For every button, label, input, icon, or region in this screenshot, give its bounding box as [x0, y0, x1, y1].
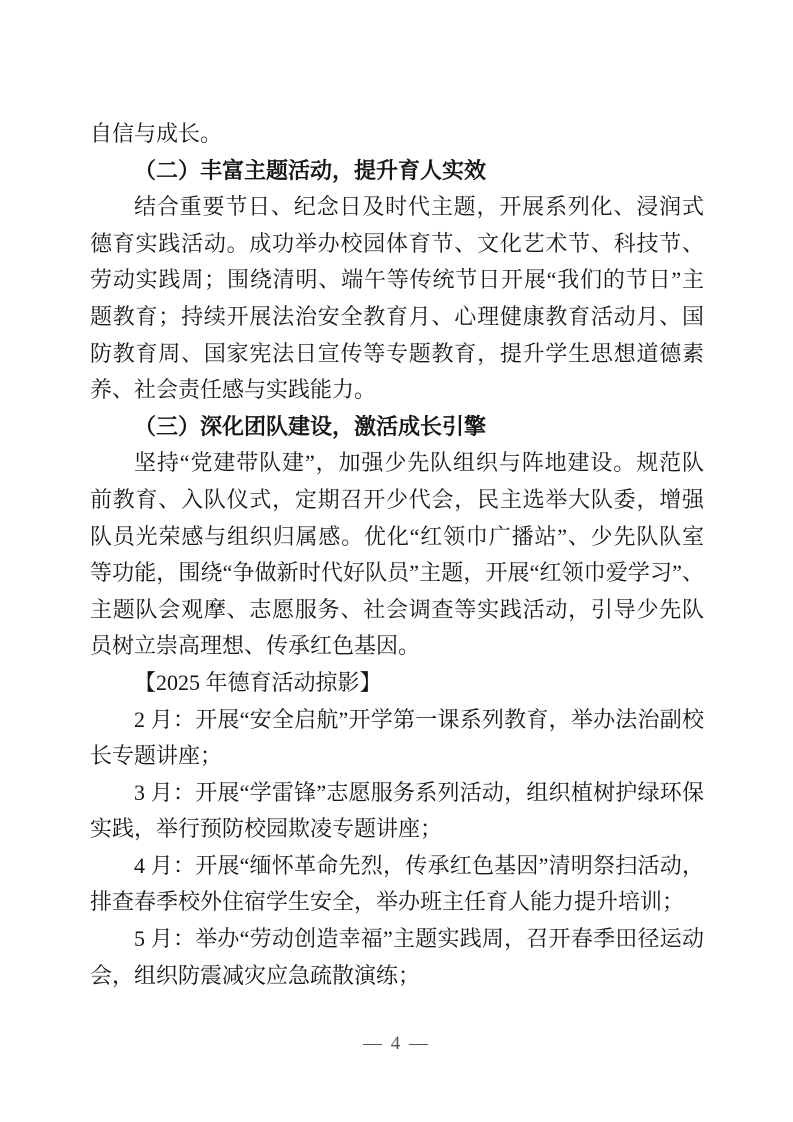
page-number: — 4 —: [363, 1033, 430, 1054]
text-line: 实践，举行预防校园欺凌专题讲座；: [90, 816, 443, 842]
text-line: （三）深化团队建设，激活成长引擎: [134, 413, 487, 439]
text-line: 员树立崇高理想、传承红色基因。: [90, 633, 421, 659]
text-line: 队员光荣感与组织归属感。优化“红领巾广播站”、少先队队室: [90, 523, 704, 549]
paragraph: [90, 445, 704, 665]
text-line: 3 月：开展“学雷锋”志愿服务系列活动，组织植树护绿环保: [134, 779, 704, 805]
section-heading: [90, 409, 704, 446]
text-line: 劳动实践周；围绕清明、端午等传统节日开展“我们的节日”主: [90, 267, 705, 293]
text-line: 会，组织防震减灾应急疏散演练；: [90, 962, 421, 988]
section-heading: [90, 153, 704, 190]
paragraph: [90, 848, 704, 921]
text-line: 养、社会责任感与实践能力。: [90, 377, 377, 403]
text-line: 5 月：举办“劳动创造幸福”主题实践周，召开春季田径运动: [134, 926, 704, 952]
text-line: 长专题讲座；: [90, 743, 223, 769]
text-line: 4 月：开展“缅怀革命先烈，传承红色基因”清明祭扫活动，: [134, 852, 704, 878]
text-line: 主题队会观摩、志愿服务、社会调查等实践活动，引导少先队: [90, 596, 704, 622]
paragraph: [90, 702, 704, 775]
text-line: 自信与成长。: [90, 121, 223, 146]
text-line: 德育实践活动。成功举办校园体育节、文化艺术节、科技节、: [90, 230, 704, 256]
text-line: （二）丰富主题活动，提升育人实效: [134, 157, 487, 183]
text-line: 2 月：开展“安全启航”开学第一课系列教育，举办法治副校: [134, 706, 704, 732]
text-line: 排查春季校外住宿学生安全，举办班主任育人能力提升培训；: [90, 889, 685, 915]
paragraph: [90, 921, 704, 994]
paragraph: [90, 189, 704, 409]
text-line: 等功能，围绕“争做新时代好队员”主题，开展“红领巾爱学习”、: [90, 560, 704, 586]
text-line: 【2025 年德育活动掠影】: [134, 669, 382, 695]
text-line: 题教育；持续开展法治安全教育月、心理健康教育活动月、国: [90, 303, 704, 329]
text-line: 防教育周、国家宪法日宣传等专题教育，提升学生思想道德素: [90, 340, 704, 366]
paragraph: [90, 116, 704, 153]
paragraph: [90, 775, 704, 848]
paragraph: [90, 665, 704, 702]
page-footer: [0, 1033, 793, 1055]
text-line: 结合重要节日、纪念日及时代主题，开展系列化、浸润式: [134, 194, 704, 220]
document-body: [90, 116, 704, 994]
text-line: 前教育、入队仪式，定期召开少代会，民主选举大队委，增强: [90, 486, 704, 512]
text-line: 坚持“党建带队建”，加强少先队组织与阵地建设。规范队: [134, 450, 704, 476]
